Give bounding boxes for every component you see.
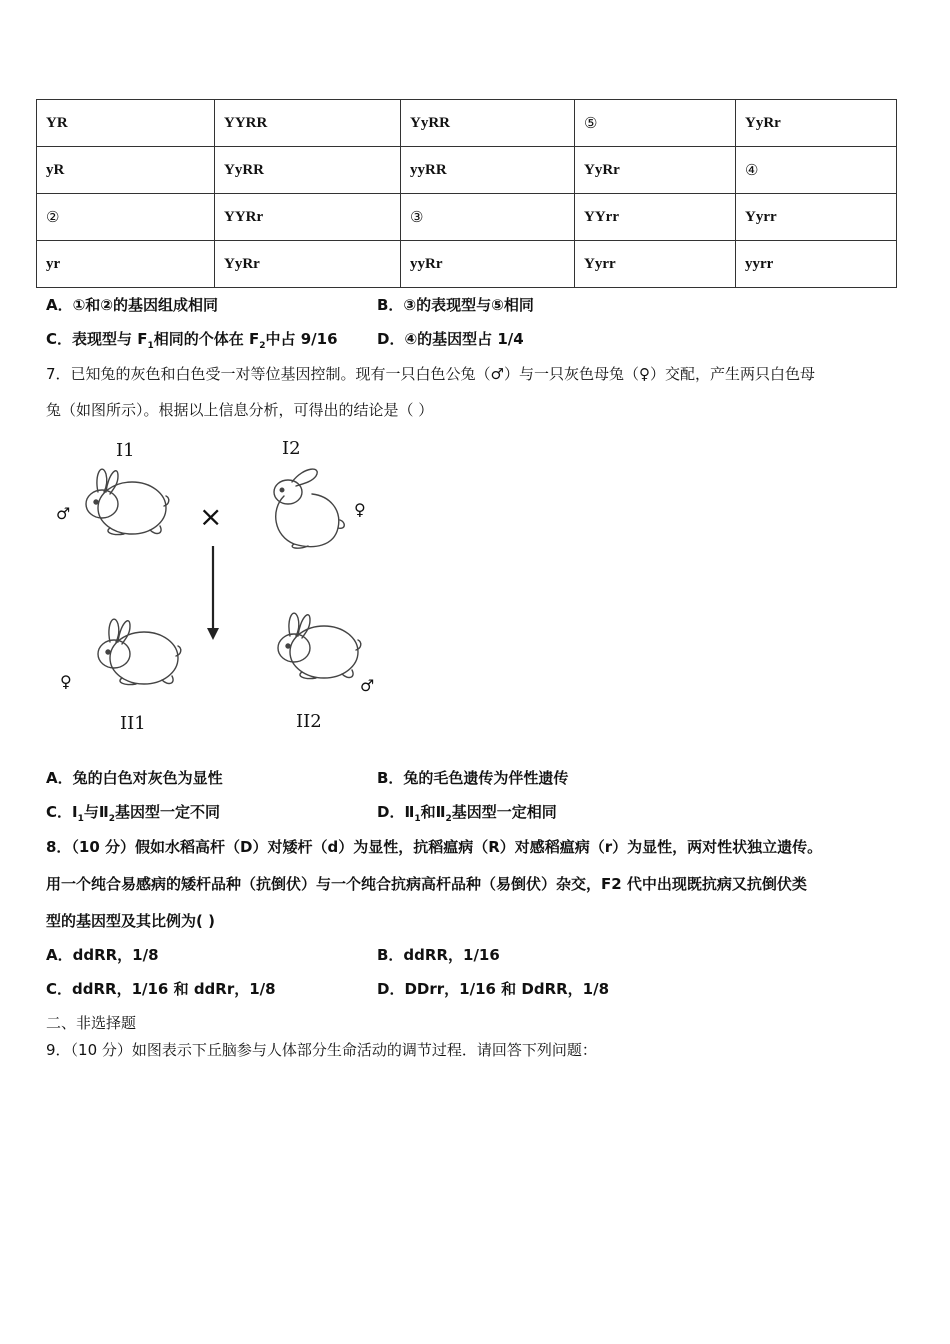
q6-option-a: A．①和②的基因组成相同 xyxy=(46,296,219,314)
table-cell: yyRr xyxy=(401,241,575,288)
table-cell: ③ xyxy=(401,194,575,241)
table-cell: yyRR xyxy=(401,147,575,194)
q7-option-d: D．$Ⅱ_1$和$Ⅱ_2$基因型一定相同 xyxy=(377,803,557,824)
q8-option-a: A．ddRR，1/8 xyxy=(46,946,159,964)
table-cell: YyRR xyxy=(401,100,575,147)
q8-option-d: D．DDrr，1/16 和 DdRR，1/8 xyxy=(377,980,610,998)
table-cell: YYRr xyxy=(215,194,401,241)
table-row xyxy=(37,194,897,241)
q7-stem-line1: 7．已知兔的灰色和白色受一对等位基因控制。现有一只白色公兔（♂）与一只灰色母兔（♀）交配，产生两只白色母 xyxy=(46,365,815,383)
table-cell: YyRr xyxy=(575,147,736,194)
q6-option-c: C．表现型与 $F_1$相同的个体在 $F_2$中占 9/16 xyxy=(46,330,338,351)
male-symbol-ii2: ♂ xyxy=(360,676,375,695)
label-ii1: II1 xyxy=(120,713,146,734)
table-cell: YR xyxy=(37,100,215,147)
table-cell: ④ xyxy=(736,147,897,194)
q9-stem: 9．（10 分）如图表示下丘脑参与人体部分生命活动的调节过程．请回答下列问题： xyxy=(46,1041,597,1059)
label-i1: I1 xyxy=(116,440,135,461)
table-cell: ⑤ xyxy=(575,100,736,147)
table-cell: ② xyxy=(37,194,215,241)
q8-stem-line3: 型的基因型及其比例为( ) xyxy=(46,912,215,930)
rabbit-figure-svg xyxy=(50,436,380,746)
female-symbol-ii1: ♀ xyxy=(60,672,72,691)
table-cell: Yyrr xyxy=(736,194,897,241)
q8-option-c: C．ddRR，1/16 和 ddRr，1/8 xyxy=(46,980,276,998)
female-symbol-i2: ♀ xyxy=(354,500,366,519)
rabbit-pedigree-figure xyxy=(50,436,380,746)
table-cell: YyRr xyxy=(215,241,401,288)
q7-option-a: A．兔的白色对灰色为显性 xyxy=(46,769,223,787)
table-cell: YYRR xyxy=(215,100,401,147)
section-heading: 二、非选择题 xyxy=(46,1014,137,1032)
table-cell: YyRr xyxy=(736,100,897,147)
q7-option-c: C．$Ⅰ_1$与$Ⅱ_2$基因型一定不同 xyxy=(46,803,221,824)
q7-option-b: B．兔的毛色遗传为伴性遗传 xyxy=(377,769,569,787)
q7-stem-line2: 兔（如图所示）。根据以上信息分析，可得出的结论是（ ） xyxy=(46,401,434,419)
q6-option-d: D．④的基因型占 1/4 xyxy=(377,330,524,348)
table-cell: YyRR xyxy=(215,147,401,194)
table-cell: yr xyxy=(37,241,215,288)
punnett-table xyxy=(36,99,897,288)
table-row xyxy=(37,100,897,147)
table-cell: Yyrr xyxy=(575,241,736,288)
q8-option-b: B．ddRR，1/16 xyxy=(377,946,500,964)
table-cell: yR xyxy=(37,147,215,194)
table-row xyxy=(37,147,897,194)
cross-symbol: × xyxy=(199,500,223,533)
label-ii2: II2 xyxy=(296,711,322,732)
q8-stem-line2: 用一个纯合易感病的矮杆品种（抗倒伏）与一个纯合抗病高杆品种（易倒伏）杂交，F2 代中出现既抗病又抗倒伏类 xyxy=(46,875,807,893)
table-row xyxy=(37,241,897,288)
table-cell: YYrr xyxy=(575,194,736,241)
q6-option-b: B．③的表现型与⑤相同 xyxy=(377,296,534,314)
male-symbol-i1: ♂ xyxy=(56,504,71,523)
table-cell: yyrr xyxy=(736,241,897,288)
q8-stem-line1: 8．（10 分）假如水稻高杆（D）对矮杆（d）为显性，抗稻瘟病（R）对感稻瘟病（r）为显性，两对性状独立遗传。 xyxy=(46,838,823,856)
label-i2: I2 xyxy=(282,438,301,459)
